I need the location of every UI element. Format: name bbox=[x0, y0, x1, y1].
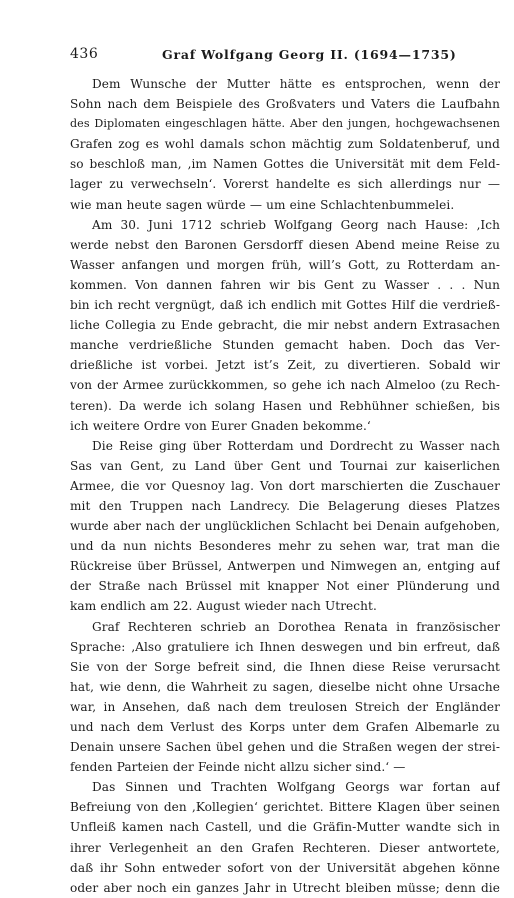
text-line: Rückreise über Brüssel, Antwerpen und Nimwegen an, entging auf bbox=[70, 559, 500, 574]
text-line: Denain unsere Sachen übel gehen und die Straßen wegen der strei- bbox=[70, 740, 500, 755]
text-line: Armee, die vor Quesnoy lag. Von dort marschierten die Zuschauer bbox=[70, 478, 500, 493]
text-line: werde nebst den Baronen Gersdorff diesen Abend meine Reise zu bbox=[70, 237, 500, 252]
text-line: Die Reise ging über Rotterdam und Dordrecht zu Wasser nach bbox=[92, 438, 500, 453]
text-line: von der Armee zurückkommen, so gehe ich nach Almeloo (zu Rech- bbox=[70, 378, 500, 393]
text-line: lager zu verwechseln‘. Vorerst handelte es sich allerdings nur — bbox=[70, 177, 500, 192]
text-line: des Diplomaten eingeschlagen hätte. Aber den jungen, hochgewachsenen bbox=[70, 117, 500, 131]
running-head: Graf Wolfgang Georg II. (1694—1735) bbox=[162, 47, 457, 62]
page-number: 436 bbox=[70, 46, 99, 62]
text-line: Sprache: ‚Also gratuliere ich Ihnen deswegen und bin erfreut, daß bbox=[70, 639, 500, 654]
text-line: war, in Ansehen, daß nach dem treulosen Streich der Engländer bbox=[70, 699, 500, 714]
text-line: Das Sinnen und Trachten Wolfgang Georgs war fortan auf bbox=[92, 780, 500, 795]
text-line: und nach dem Verlust des Korps unter dem Grafen Albemarle zu bbox=[70, 720, 500, 734]
text-line: Graf Rechteren schrieb an Dorothea Renata in französischer bbox=[92, 619, 500, 634]
text-line: wie man heute sagen würde — um eine Schlachtenbummelei. bbox=[70, 197, 455, 212]
text-line: Sie von der Sorge befreit sind, die Ihnen diese Reise verursacht bbox=[70, 659, 500, 674]
text-line: Dem Wunsche der Mutter hätte es entsprochen, wenn der bbox=[92, 77, 500, 91]
body-text bbox=[70, 74, 500, 898]
text-line: so beschloß man, ‚im Namen Gottes die Universität mit dem Feld- bbox=[70, 157, 500, 172]
text-line: teren). Da werde ich solang Hasen und Rebhühner schießen, bis bbox=[70, 398, 500, 413]
text-line: ich weitere Ordre von Eurer Gnaden bekomme.‘ bbox=[70, 418, 371, 433]
text-line: Am 30. Juni 1712 schrieb Wolfgang Georg nach Hause: ‚Ich bbox=[92, 217, 500, 232]
text-line: kam endlich am 22. August wieder nach Utrecht. bbox=[70, 599, 377, 614]
text-line: Sas van Gent, zu Land über Gent und Tournai zur kaiserlichen bbox=[70, 458, 500, 473]
text-line: Grafen zog es wohl damals schon mächtig zum Soldatenberuf, und bbox=[70, 137, 500, 152]
text-line: der Straße nach Brüssel mit knapper Not einer Plünderung und bbox=[70, 579, 500, 594]
text-line: daß ihr Sohn entweder sofort von der Universität abgehen könne bbox=[70, 860, 500, 875]
text-line: und da nun nichts Besonderes mehr zu sehen war, trat man die bbox=[70, 539, 500, 554]
text-line: Unfleiß kamen nach Castell, und die Gräfin-Mutter wandte sich in bbox=[70, 820, 500, 835]
text-line: hat, wie denn, die Wahrheit zu sagen, dieselbe nicht ohne Ursache bbox=[70, 679, 500, 694]
text-line: fenden Parteien der Feinde nicht allzu sicher sind.‘ — bbox=[70, 760, 406, 775]
text-line: bin ich recht vergnügt, daß ich endlich mit Gottes Hilf die verdrieß- bbox=[70, 298, 500, 313]
text-line: Wasser anfangen und morgen früh, will’s Gott, zu Rotterdam an- bbox=[70, 257, 500, 272]
text-line: liche Collegia zu Ende gebracht, die mir nebst andern Extrasachen bbox=[70, 318, 500, 333]
text-line: kommen. Von dannen fahren wir bis Gent zu Wasser . . . Nun bbox=[70, 277, 500, 292]
text-line: drießliche ist vorbei. Jetzt ist’s Zeit, zu divertieren. Sobald wir bbox=[70, 358, 500, 373]
text-line: ihrer Verlegenheit an den Grafen Rechteren. Dieser antwortete, bbox=[70, 840, 500, 855]
text-line: manche verdrießliche Stunden gemacht haben. Doch das Ver- bbox=[70, 338, 500, 353]
text-line: oder aber noch ein ganzes Jahr in Utrecht bleiben müsse; denn die bbox=[70, 880, 500, 895]
page-header bbox=[70, 46, 500, 66]
text-line: Sohn nach dem Beispiele des Großvaters und Vaters die Laufbahn bbox=[70, 97, 500, 112]
text-line: wurde aber nach der unglücklichen Schlacht bei Denain aufgehoben, bbox=[70, 519, 500, 534]
text-line: Befreiung von den ‚Kollegien‘ gerichtet. Bittere Klagen über seinen bbox=[70, 800, 500, 815]
text-line: mit den Truppen nach Landrecy. Die Belagerung dieses Platzes bbox=[70, 498, 500, 513]
